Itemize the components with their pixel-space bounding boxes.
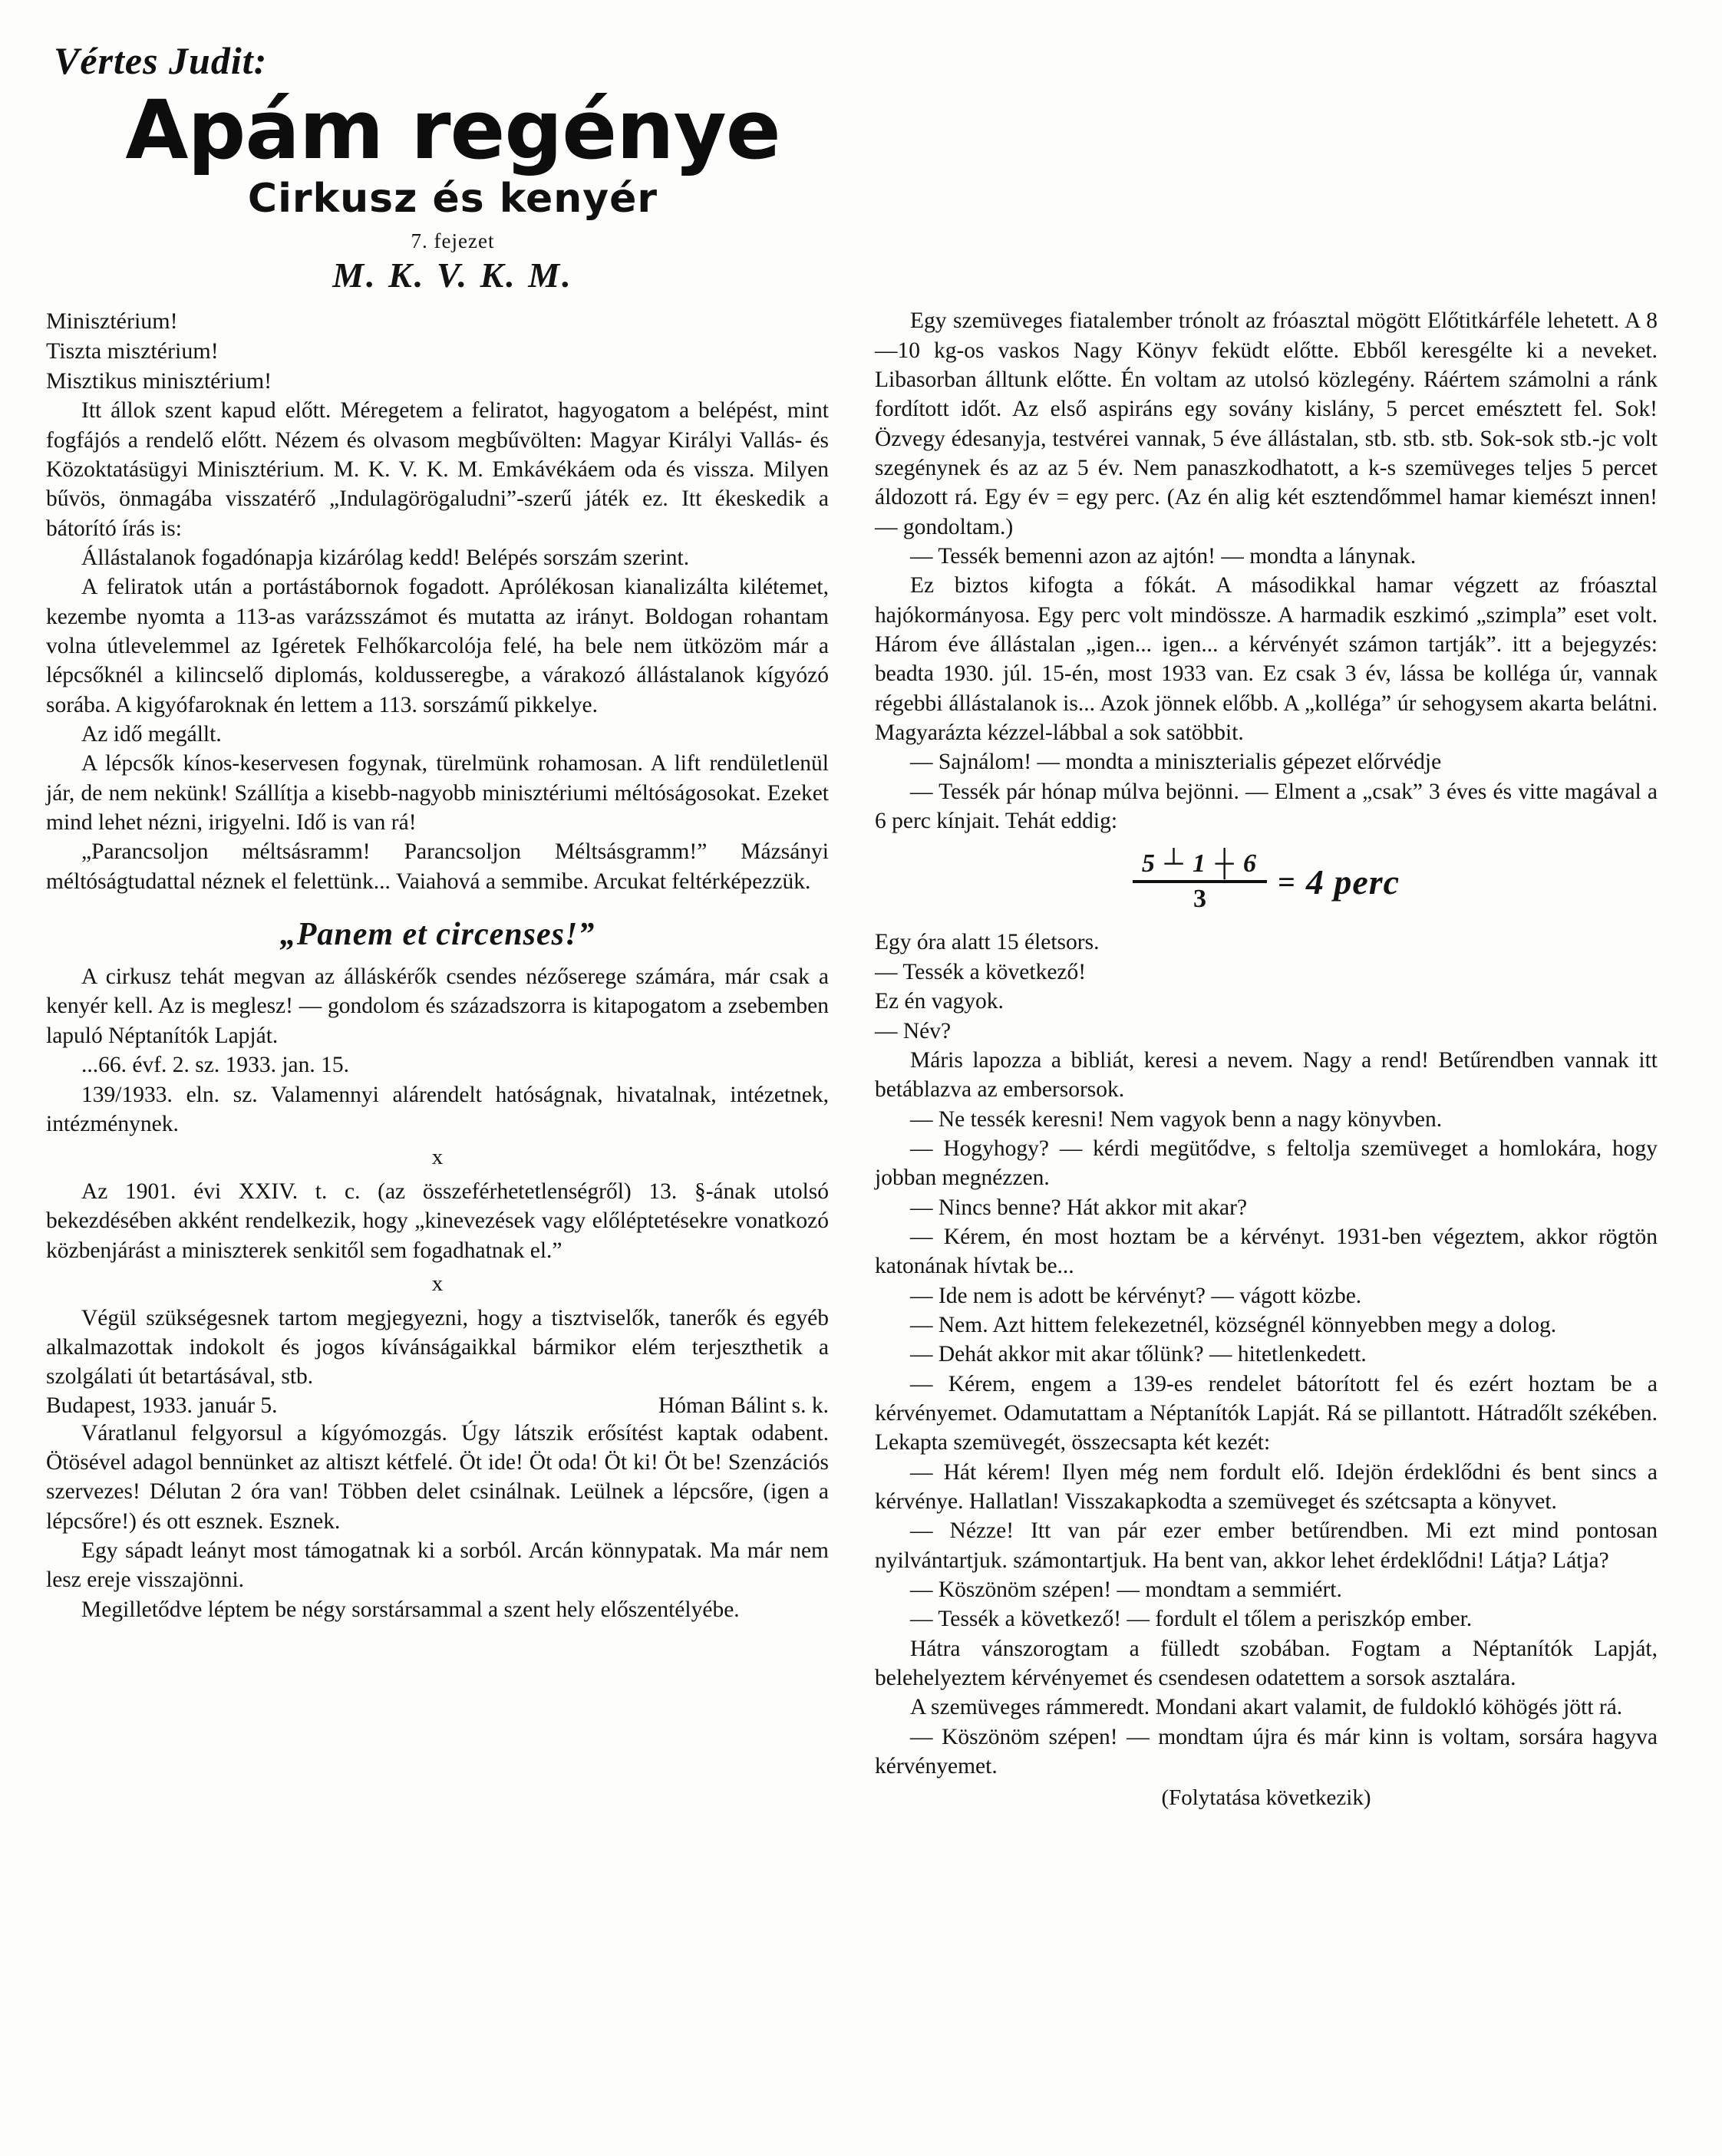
paragraph: Váratlanul felgyorsul a kígyómozgás. Úgy látszik erősítést kaptak odabent. Ötösével adagol bennünket az altiszt kétfelé. Öt ide! Öt oda! Öt ki! Öt be! Szenzációs szervezes! Délutan 2 óra van! Többen delet csinálnak. Leülnek a lépcsőre, (igen a lépcsőre!) és ott esznek. Esznek. (46, 1420, 829, 1534)
paragraph: Egy óra alatt 15 életsors. (875, 930, 1100, 955)
author-byline: Vértes Judit: (54, 39, 268, 82)
paragraph: — Kérem, engem a 139-es rendelet bátorított fel és ezért hoztam be a kérvényemet. Odamutattam a Néptanítók Lapját. Rá se pillantott. Hátradőlt székében. Lekapta szemüvegét, összecsapta két kezét: (875, 1371, 1658, 1455)
paragraph: Végül szükségesnek tartom megjegyezni, hogy a tisztviselők, tanerők és egyéb alkalmazottak indokolt és jogos kívánságaikkal bármikor elém terjeszthetik a szolgálati út betartásával, stb. (46, 1305, 829, 1390)
equals-sign: = (1278, 864, 1295, 899)
paragraph: Máris lapozza a bibliát, keresi a nevem. Nagy a rend! Betűrendben vannak itt betáblazva az embersorsok. (875, 1047, 1658, 1103)
formula-result: 4 perc (1305, 862, 1400, 902)
signature-place: Budapest, 1933. január 5. (46, 1393, 278, 1418)
opening-line: Tiszta misztérium! (46, 338, 219, 364)
paragraph: Egy szemüveges fiatalember trónolt az fróasztal mögött Előtitkárféle lehetett. A 8—10 kg-os vaskos Nagy Könyv feküdt előtte. Ebből keresgélte ki a neveket. Libasorban álltunk előtte. Én voltam az utolsó közlegény. Ráértem számolni a ránk fordított időt. Az első aspiráns egy sovány kislány, 5 percet emésztett fel. Sok! Özvegy édesanyja, testvérei vannak, 5 éve állástalan, stb. stb. stb. Sok-sok stb.-jc volt szegénynek és az az 5 év. Nem panaszkodhatott, a k-s szemüveges teljes 5 percet áldozott rá. Egy év = egy perc. (Az én alig két esztendőmmel hamar kiemészt innen! — gondoltam.) (875, 308, 1658, 539)
paragraph: — Köszönöm szépen! — mondtam újra és már kinn is voltam, sorsára hagyva kérvényemet. (875, 1724, 1658, 1779)
paragraph: — Tessék bemenni azon az ajtón! — mondta a lánynak. (910, 544, 1417, 569)
paragraph: Megilletődve léptem be négy sorstársammal a szent hely előszentélyébe. (81, 1597, 740, 1622)
fraction (1133, 849, 1267, 914)
paragraph: Állástalanok fogadónapja kizárólag kedd! Belépés sorszám szerint. (81, 546, 690, 571)
paragraph: — Nézze! Itt van pár ezer ember betűrendben. Mi ezt mind pontosan nyilvántartjuk. számontartjuk. Ha bent van, akkor lehet érdeklődni! Látja? Látja? (875, 1518, 1658, 1573)
opening-line: Minisztérium! (46, 308, 178, 335)
paragraph: — Tessék a következő! (875, 959, 1087, 984)
paragraph: — Ide nem is adott be kérvényt? — vágott közbe. (910, 1283, 1362, 1308)
section-divider: x (431, 1271, 444, 1296)
signature-line (46, 1393, 829, 1419)
paragraph: — Név? (875, 1018, 952, 1043)
masthead-title-block (46, 83, 859, 295)
paragraph: — Tessék a következő! — fordult el tőlem a periszkóp ember. (910, 1607, 1473, 1632)
page-title: Apám regénye (125, 83, 780, 177)
paragraph: — Nincs benne? Hát akkor mit akar? (910, 1195, 1248, 1220)
paragraph: ...66. évf. 2. sz. 1933. jan. 15. (81, 1053, 350, 1078)
paragraph: Az 1901. évi XXIV. t. c. (az összeférhetetlenségről) 13. §-ának utolsó bekezdésében akként rendelkezik, hogy „kinevezések vagy előléptetésekre vonatkozó közbenjárást a miniszterek senkitől sem fogadhatnak el.” (46, 1179, 829, 1263)
paragraph: Egy sápadt leányt most támogatnak ki a sorból. Arcán könnypatak. Ma már nem lesz ereje visszajönni. (46, 1538, 829, 1593)
page-subtitle: Cirkusz és kenyér (247, 176, 658, 223)
paragraph: — Kérem, én most hoztam be a kérvényt. 1931-ben végeztem, akkor rögtön katonának hívtak be... (875, 1224, 1658, 1279)
paragraph: 139/1933. eln. sz. Valamennyi alárendelt hatóságnak, hivatalnak, intézetnek, intézménynek. (46, 1082, 829, 1136)
paragraph: — Tessék pár hónap múlva bejönni. — Elment a „csak” 3 éves és vitte magával a 6 perc kínjait. Tehát eddig: (875, 779, 1658, 834)
paragraph: — Köszönöm szépen! — mondtam a semmiért. (910, 1577, 1342, 1603)
left-column (46, 306, 829, 1624)
section-divider: x (431, 1145, 444, 1170)
opening-line: Misztikus minisztérium! (46, 368, 272, 394)
paragraph: — Dehát akkor mit akar tőlünk? — hitetlenkedett. (910, 1342, 1367, 1367)
paragraph: Hátra vánszorogtam a fülledt szobában. Fogtam a Néptanítók Lapját, belehelyeztem kérvényemet és csendesen odatettem a sorsok asztalára. (875, 1636, 1658, 1691)
paragraph: — Hát kérem! Ilyen még nem fordult elő. Idejön érdeklődni és bent sincs a kérvénye. Hallatlan! Visszakapkodta a szemüveget és szétcsapta a könyvet. (875, 1459, 1658, 1515)
paragraph: Itt állok szent kapud előtt. Méregetem a feliratot, hagyogatom a belépést, mint fogfájós a rendelő előtt. Nézem és olvasom megbűvölten: Magyar Királyi Vallás- és Közoktatásügyi Minisztérium. M. K. V. K. M. Emkávékáem oda és vissza. Milyen bűvös, önmagába visszatérő „Indulagörögaludni”-szerű játék ez. Itt ékeskedik a bátorító írás is: (46, 398, 829, 541)
fraction-numerator: 5 ┴ 1 ┼ 6 (1141, 849, 1259, 879)
right-column (875, 306, 1658, 1813)
paragraph: A cirkusz tehát megvan az álláskérők csendes nézőserege számára, már csak a kenyér kell. Az is meglesz! — gondolom és századszorra is kitapogatom a zsebemben lapuló Néptanítók Lapját. (46, 964, 829, 1048)
time-formula (875, 849, 1658, 914)
paragraph: — Ne tessék keresni! Nem vagyok benn a nagy könyvben. (910, 1106, 1443, 1132)
paragraph: „Parancsoljon méltsásramm! Parancsoljon Méltsásgramm!” Mázsányi méltóságtudattal néznek el felettünk... Vaiahová a semmibe. Arcukat feltérképezzük. (46, 839, 829, 894)
chapter-title: M. K. V. K. M. (332, 255, 573, 295)
paragraph: — Nem. Azt hittem felekezetnél, községnél könnyebben megy a dolog. (910, 1312, 1557, 1337)
chapter-number: 7. fejezet (411, 229, 495, 253)
section-heading: „Panem et circenses!” (279, 917, 595, 953)
paragraph: A szemüveges rámmeredt. Mondani akart valamit, de fuldokló köhögés jött rá. (910, 1695, 1623, 1720)
paragraph: — Hogyhogy? — kérdi megütődve, s feltolja szemüveget a homlokára, hogy jobban megnézzen. (875, 1136, 1658, 1191)
signature-name: Hóman Bálint s. k. (658, 1393, 829, 1418)
fraction-denominator: 3 (1193, 885, 1206, 914)
paragraph: A feliratok után a portástábornok fogadott. Aprólékosan kianalizálta kilétemet, kezembe nyomta a 113-as varázsszámot és mutatta az irányt. Boldogan rohantam volna útlevelemmel az Igéretek Felhőkarcolója felé, ha bele nem ütközöm már a lépcsőknél a kilincselő diplomás, koldusseregbe, a várakozó állástalanok kígyózó sorába. A kigyófaroknak én lettem a 113. sorszámű pikkelye. (46, 575, 829, 717)
paragraph: Az idő megállt. (81, 722, 222, 747)
paragraph: — Sajnálom! — mondta a miniszterialis gépezet előrvédje (910, 750, 1442, 775)
paragraph: Ez biztos kifogta a fókát. A másodikkal hamar végzett az fróasztal hajókormányosa. Egy perc volt mindössze. A harmadik eszkimó „szimpla” eset volt. Három éve állástalan „igen... igen... a kérvényét számon tartják”. itt a bejegyzés: beadta 1930. júl. 15-én, most 1933 van. Ez csak 3 év, lássa be kolléga úr, vannak régebbi állástalanok is... Azok jönnek előbb. A „kolléga” úr sehogysem akarta belátni. Magyarázta kézzel-lábbal a sok satöbbit. (875, 573, 1658, 746)
paragraph: A lépcsők kínos-keservesen fogynak, türelmünk rohamosan. A lift rendületlenül jár, de nem nekünk! Szállítja a kisebb-nagyobb minisztériumi méltóságosokat. Ezeket mind lehet nézni, irigyelni. Idő is van rá! (46, 751, 829, 836)
continuation-note: (Folytatása következik) (1161, 1785, 1371, 1811)
article-columns (46, 306, 1676, 1813)
paragraph: Ez én vagyok. (875, 989, 1004, 1014)
